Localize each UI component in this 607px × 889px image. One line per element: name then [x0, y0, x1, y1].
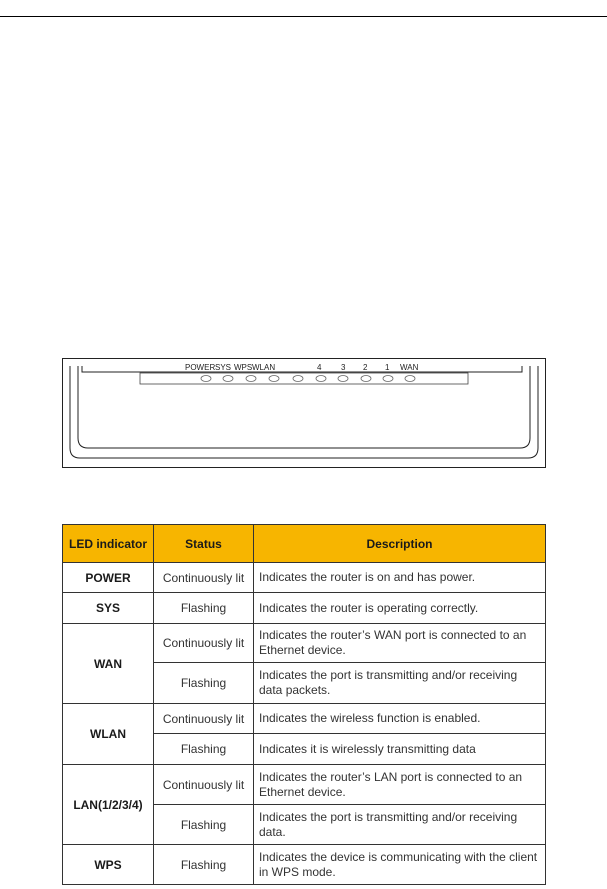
- led-label-row: [62, 363, 546, 375]
- led-description: Indicates the device is communicating with the client in WPS mode.: [254, 845, 546, 885]
- led-status: Continuously lit: [154, 563, 254, 593]
- led-label-wan: WAN: [400, 363, 419, 372]
- led-indicator-table: [62, 524, 546, 885]
- led-status: Flashing: [154, 805, 254, 845]
- led-description: Indicates it is wirelessly transmitting data: [254, 734, 546, 765]
- led-description: Indicates the router’s LAN port is connected to an Ethernet device.: [254, 765, 546, 805]
- led-description: Indicates the port is transmitting and/or receiving data packets.: [254, 663, 546, 704]
- header-led-indicator: LED indicator: [63, 525, 154, 563]
- led-description: Indicates the router is operating correctly.: [254, 593, 546, 624]
- led-status: Continuously lit: [154, 765, 254, 805]
- led-label-lan1: 1: [385, 363, 390, 372]
- led-description: Indicates the router is on and has power.: [254, 563, 546, 593]
- table-row: [63, 624, 546, 663]
- led-label-lan2: 2: [363, 363, 368, 372]
- header-rule: [0, 16, 607, 17]
- led-label-sys: SYS: [215, 363, 232, 372]
- header-status: Status: [154, 525, 254, 563]
- led-label-power: POWER: [185, 363, 216, 372]
- led-status: Flashing: [154, 845, 254, 885]
- led-name: SYS: [63, 593, 154, 624]
- led-name: WPS: [63, 845, 154, 885]
- led-label-lan3: 3: [341, 363, 346, 372]
- table-row: [63, 704, 546, 734]
- led-status: Flashing: [154, 734, 254, 765]
- led-status: Continuously lit: [154, 704, 254, 734]
- led-name: WAN: [63, 624, 154, 704]
- table-header-row: [63, 525, 546, 563]
- led-status: Continuously lit: [154, 624, 254, 663]
- led-label-wlan: WLAN: [252, 363, 276, 372]
- table-row: [63, 593, 546, 624]
- led-description: Indicates the port is transmitting and/or receiving data.: [254, 805, 546, 845]
- table-row: [63, 765, 546, 805]
- led-description: Indicates the router’s WAN port is connected to an Ethernet device.: [254, 624, 546, 663]
- led-name: LAN(1/2/3/4): [63, 765, 154, 845]
- led-name: WLAN: [63, 704, 154, 765]
- led-description: Indicates the wireless function is enabled.: [254, 704, 546, 734]
- led-status: Flashing: [154, 593, 254, 624]
- table-row: [63, 845, 546, 885]
- led-name: POWER: [63, 563, 154, 593]
- led-label-lan4: 4: [317, 363, 322, 372]
- led-status: Flashing: [154, 663, 254, 704]
- table-row: [63, 563, 546, 593]
- led-label-wps: WPS: [234, 363, 253, 372]
- header-description: Description: [254, 525, 546, 563]
